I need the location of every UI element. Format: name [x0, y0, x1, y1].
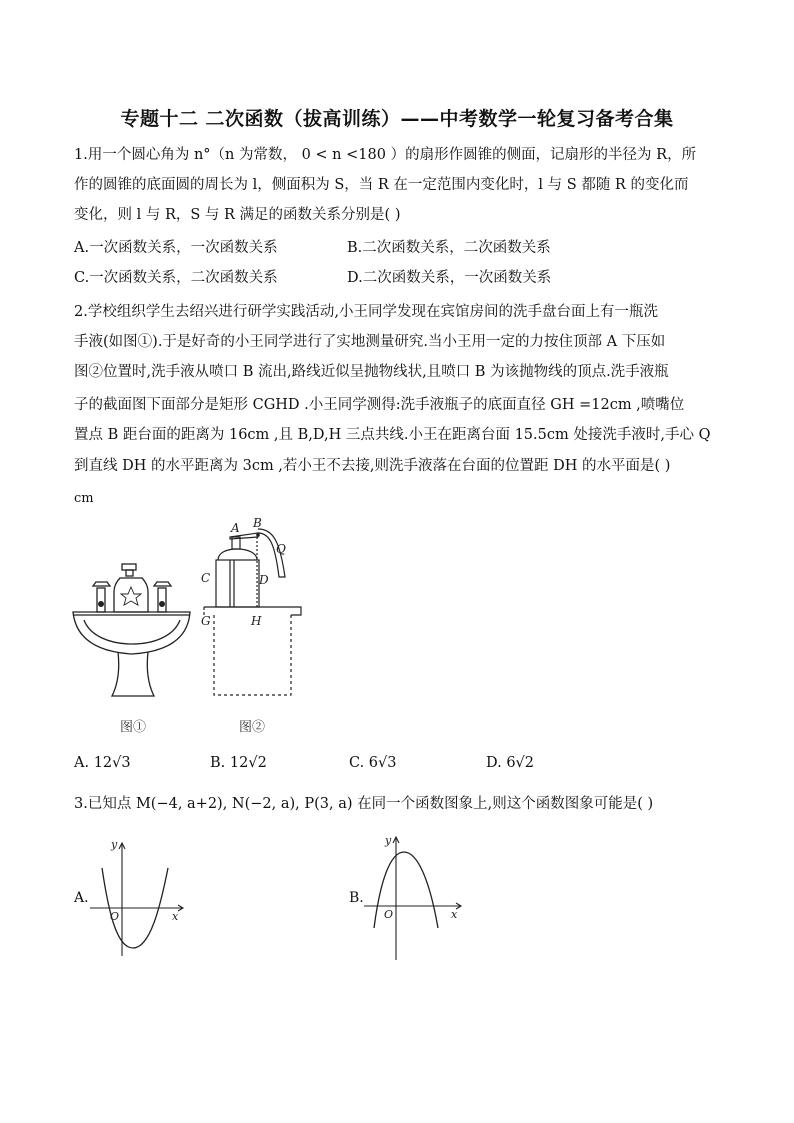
q2-line-6: 到直线 DH 的水平距离为 3cm ,若小王不去接,则洗手液落在台面的位置距 DH 的水平面是( ) [74, 458, 671, 474]
label-q: Q [276, 542, 286, 556]
q2-option-c: C. 6√3 [349, 755, 397, 771]
q2-line-5: 置点 B 距台面的距离为 16cm ,且 B,D,H 三点共线.小王在距离台面 15.5cm 处接洗手液时,手心 Q [74, 427, 711, 443]
q1-option-c: C.一次函数关系，二次函数关系 [74, 270, 278, 286]
label-g: G [201, 614, 211, 628]
q2-line-2: 手液(如图①).于是好奇的小王同学进行了实地测量研究.当小王用一定的力按住顶部 A 下压如 [74, 334, 666, 350]
q2-option-b: B. 12√2 [210, 755, 267, 771]
label-c: C [201, 571, 211, 585]
q2-line-3: 图②位置时,洗手液从喷口 B 流出,路线近似呈抛物线状,且喷口 B 为该抛物线的顶点.洗手液瓶 [74, 364, 669, 380]
q2-option-a: A. 12√3 [74, 755, 131, 771]
q1-line-1: 1.用一个圆心角为 n°（n 为常数， 0 < n <180 ）的扇形作圆锥的侧面，记扇形的半径为 R，所 [74, 147, 697, 163]
q1-option-a: A.一次函数关系，一次函数关系 [74, 240, 278, 256]
q2-line-1: 2.学校组织学生去绍兴进行研学实践活动,小王同学发现在宾馆房间的洗手盘台面上有一瓶洗 [74, 304, 658, 320]
label-a: A [231, 521, 240, 535]
label-h: H [251, 614, 262, 628]
graph-a-x-label: x [172, 910, 179, 923]
q1-option-d: D.二次函数关系，一次函数关系 [347, 270, 552, 286]
q3-option-a-label: A. [74, 890, 89, 906]
q2-option-d: D. 6√2 [486, 755, 535, 771]
q2-line-4: 子的截面图下面部分是矩形 CGHD .小王同学测得:洗手液瓶子的底面直径 GH =12cm ,喷嘴位 [74, 397, 685, 413]
q2-line-7: cm [74, 491, 94, 506]
sink-figure [70, 560, 195, 700]
q1-line-2: 作的圆锥的底面圆的周长为 l，侧面积为 S，当 R 在一定范围内变化时，l 与 S 都随 R 的变化而 [74, 177, 689, 193]
bottle-schematic-figure [196, 515, 311, 700]
graph-a-y-label: y [111, 838, 118, 851]
figure-1-caption: 图① [120, 720, 147, 735]
page-title: 专题十二 二次函数（拔高训练）——中考数学一轮复习备考合集 [120, 108, 674, 130]
q3-option-b-label: B. [349, 890, 364, 906]
graph-b-y-label: y [385, 834, 392, 847]
graph-a [88, 838, 188, 958]
q3-stem: 3.已知点 M(−4, a+2), N(−2, a), P(3, a) 在同一个函数图象上,则这个函数图象可能是( ) [74, 796, 654, 812]
graph-b-origin: O [384, 908, 394, 921]
label-b: B [253, 516, 262, 530]
q1-option-b: B.二次函数关系，二次函数关系 [347, 240, 551, 256]
graph-b-x-label: x [451, 908, 458, 921]
graph-a-origin: O [110, 910, 120, 923]
figure-2-caption: 图② [239, 720, 266, 735]
label-d: D [259, 573, 269, 587]
graph-b [362, 832, 467, 962]
q1-line-3: 变化，则 l 与 R，S 与 R 满足的函数关系分别是( ) [74, 207, 401, 223]
